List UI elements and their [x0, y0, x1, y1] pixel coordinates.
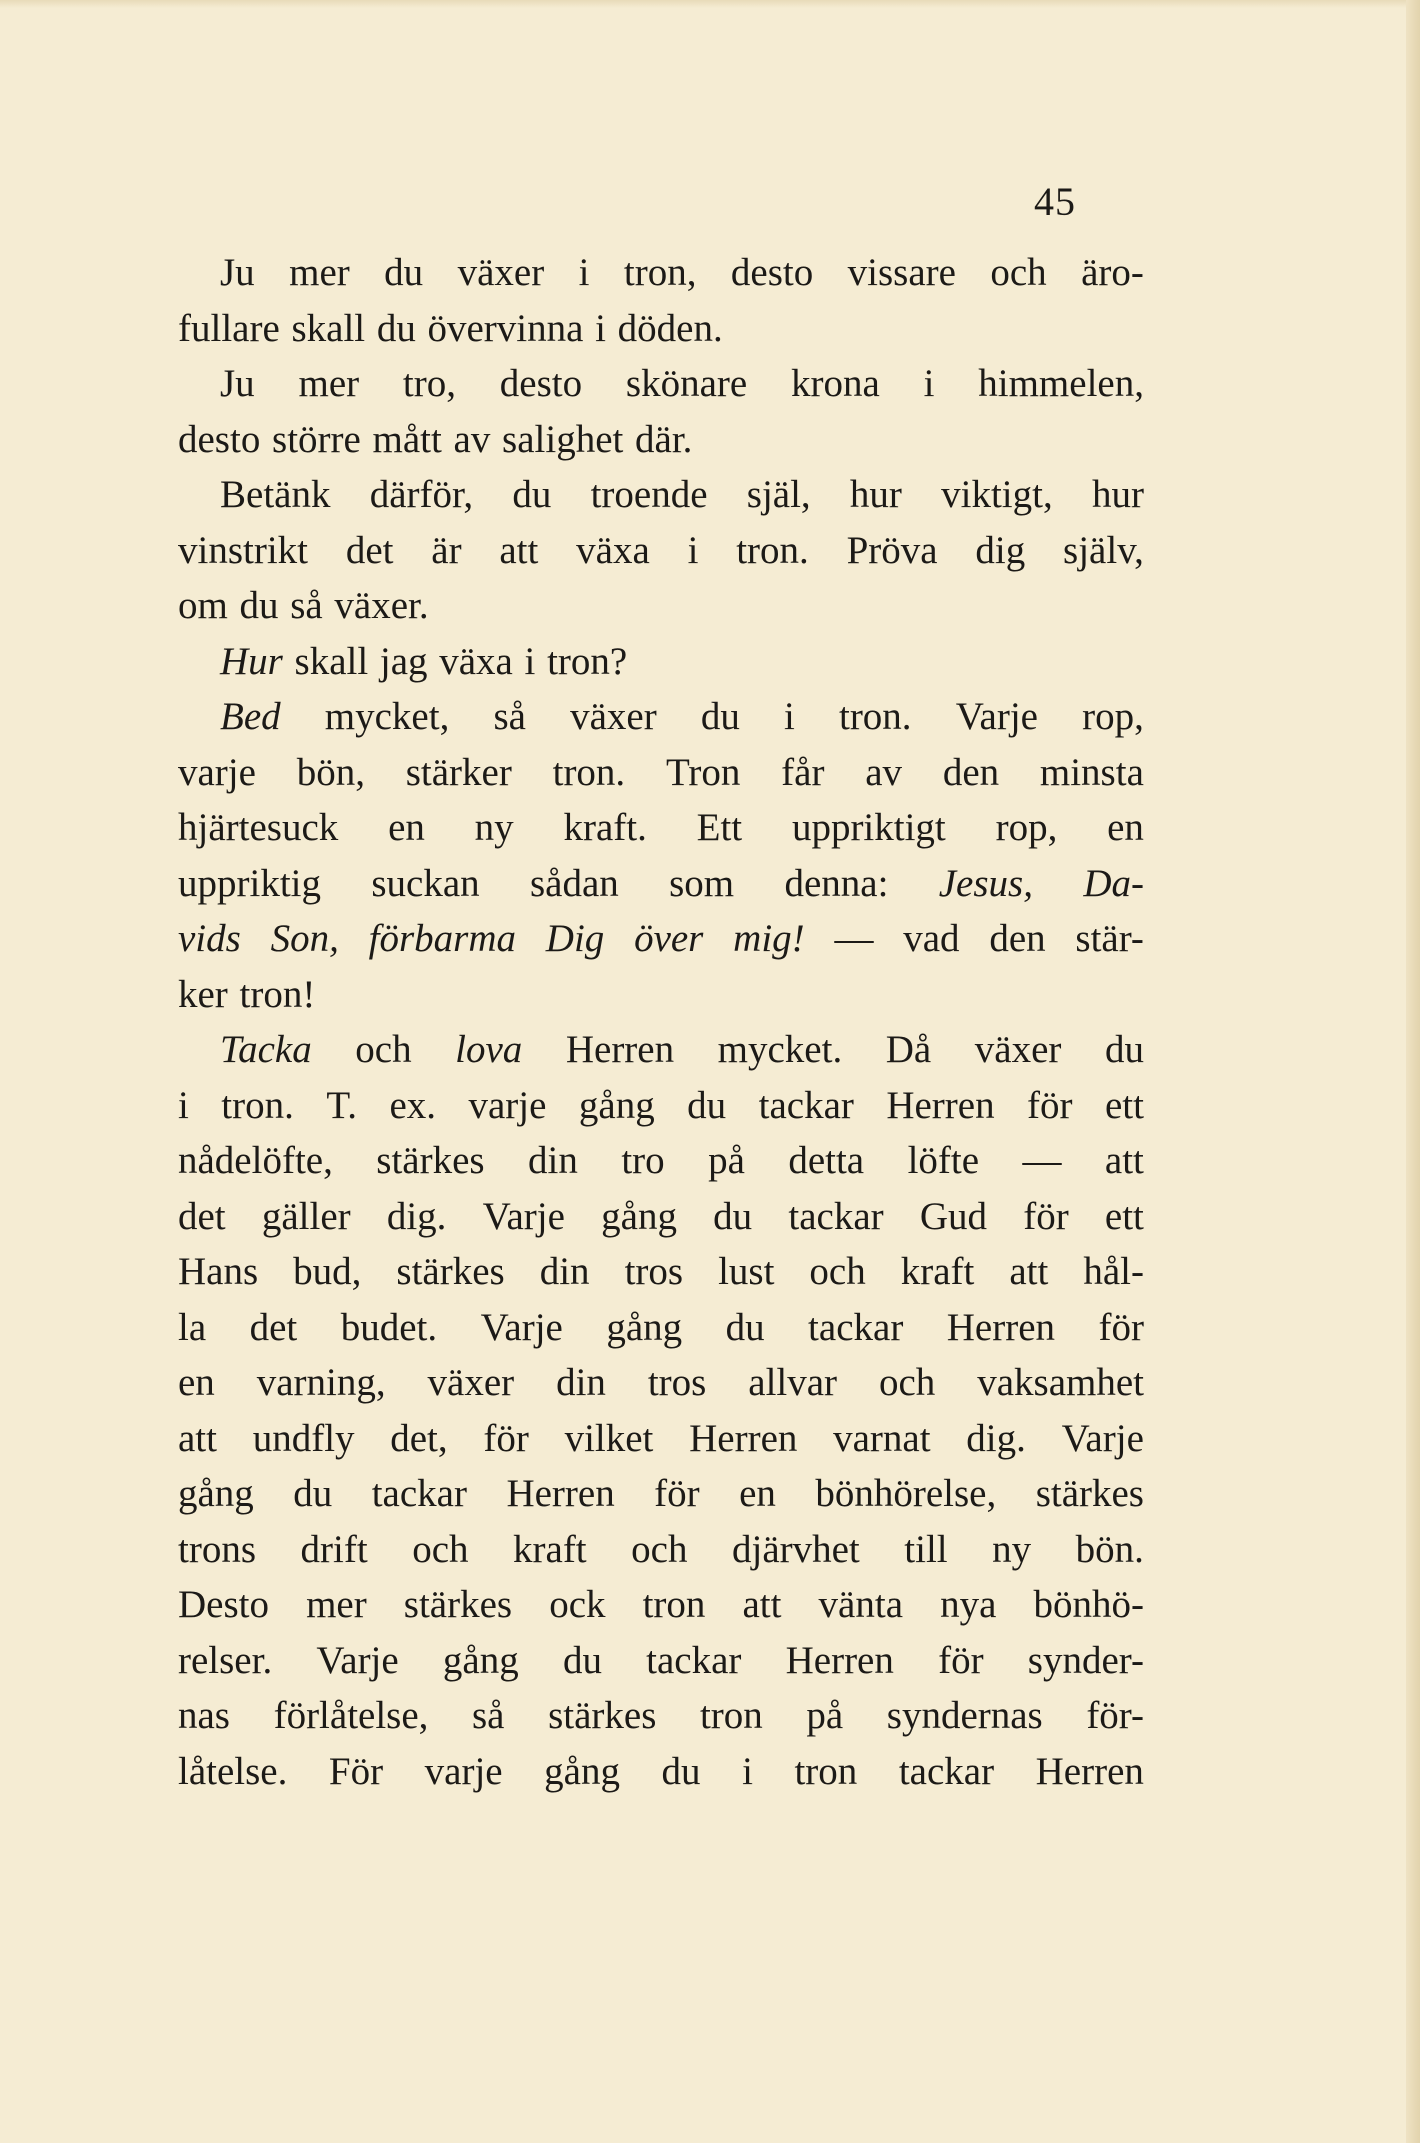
word: krona: [791, 362, 880, 405]
word: Varje: [480, 1305, 563, 1349]
word: skönare: [625, 362, 748, 405]
word: är: [431, 528, 462, 572]
word: Desto: [178, 1583, 269, 1626]
word: får: [781, 750, 825, 794]
word: nya: [940, 1583, 997, 1626]
word: minsta: [1039, 750, 1144, 794]
word: stärker: [405, 750, 512, 794]
word: vänta: [818, 1583, 904, 1626]
word: Varje: [482, 1194, 565, 1238]
word: fullare: [178, 306, 280, 350]
word: i: [784, 695, 795, 738]
word: mer: [289, 251, 350, 294]
word: så: [493, 695, 526, 738]
word: ny: [992, 1527, 1032, 1571]
word: denna:: [784, 861, 889, 905]
word: tackar: [758, 1083, 854, 1127]
word: löfte: [907, 1139, 980, 1182]
word: i: [578, 251, 590, 294]
word: en: [739, 1472, 776, 1515]
word: och: [631, 1527, 688, 1571]
text-line: [178, 250, 1144, 306]
italic-word: Bed: [220, 695, 281, 738]
word: vilket: [564, 1416, 654, 1460]
italic-word: Tacka: [220, 1028, 312, 1071]
word: tron!: [239, 972, 316, 1016]
word: salighet: [502, 417, 624, 461]
word: Ju: [220, 362, 255, 405]
word: Herren: [506, 1472, 615, 1515]
word: växer: [457, 251, 545, 294]
word: viktigt,: [941, 473, 1053, 516]
italic-word: förbarma: [368, 917, 516, 960]
word: du: [293, 1472, 333, 1515]
word: äro-: [1081, 251, 1144, 294]
word: det,: [390, 1416, 448, 1460]
word: tron.: [552, 750, 626, 794]
word: för: [1027, 1083, 1073, 1127]
word: trons: [178, 1527, 256, 1571]
word: rop,: [1082, 695, 1144, 738]
word: döden.: [617, 306, 723, 350]
word: och: [878, 1361, 936, 1404]
word: gång: [606, 1305, 683, 1349]
word: din: [528, 1139, 578, 1182]
text-line: [178, 528, 1144, 584]
text-line: [178, 472, 1144, 528]
word: desto: [178, 417, 261, 461]
word: Hans: [178, 1250, 259, 1293]
word: synder-: [1027, 1638, 1144, 1682]
text-line: [178, 639, 1144, 695]
word: för: [483, 1416, 529, 1460]
word: mer: [306, 1583, 367, 1626]
italic-word: mig!: [733, 917, 805, 960]
word: du: [384, 251, 424, 294]
word: själv,: [1063, 528, 1144, 572]
word: varnat: [833, 1416, 931, 1460]
text-line: [178, 1693, 1144, 1749]
word: hur: [1091, 473, 1144, 516]
word: gång: [544, 1749, 620, 1793]
word: tros: [624, 1250, 684, 1293]
text-line: [178, 1249, 1144, 1305]
body-text: [178, 250, 1144, 1804]
word: gång: [601, 1194, 677, 1238]
word: du: [725, 1305, 765, 1349]
word: större: [272, 417, 361, 461]
word: en: [1107, 806, 1144, 849]
word: om: [178, 584, 228, 627]
word: djärvhet: [731, 1527, 860, 1571]
text-line: [178, 916, 1144, 972]
word: Tron: [665, 750, 741, 794]
word: du: [687, 1083, 727, 1127]
word: undfly: [252, 1416, 355, 1460]
word: varje: [178, 750, 256, 794]
word: varning,: [256, 1361, 386, 1404]
word: tron?: [547, 639, 628, 683]
word: det: [345, 528, 394, 572]
word: och: [412, 1527, 469, 1571]
word: Herren: [565, 1028, 675, 1071]
word: gång: [178, 1472, 254, 1515]
word: För: [328, 1749, 384, 1793]
word: kraft.: [563, 806, 647, 849]
word: tron.: [221, 1083, 294, 1127]
word: du: [376, 306, 416, 350]
word: rop,: [995, 806, 1058, 849]
text-line: [178, 861, 1144, 917]
word: stärkes: [396, 1250, 505, 1293]
word: växa: [439, 639, 513, 683]
word: bön.: [1075, 1527, 1144, 1571]
word: hål-: [1083, 1250, 1144, 1293]
word: stärkes: [403, 1583, 513, 1626]
word: tron: [642, 1583, 706, 1626]
word: du: [512, 473, 552, 516]
word: gång: [578, 1083, 655, 1127]
word: lust: [718, 1250, 775, 1293]
word: nådelöfte,: [178, 1139, 333, 1182]
text-line: [178, 1749, 1144, 1805]
word: tron,: [623, 251, 697, 294]
text-line: [178, 1527, 1144, 1583]
word: den: [989, 917, 1046, 960]
word: bönhö-: [1033, 1583, 1144, 1626]
word: varje: [424, 1749, 503, 1793]
word: vad: [903, 917, 960, 960]
word: där.: [635, 417, 693, 461]
word: Ju: [220, 251, 255, 294]
text-line: [178, 972, 1144, 1028]
word: och: [990, 251, 1047, 294]
text-line: [178, 1027, 1144, 1083]
word: detta: [788, 1139, 865, 1182]
word: dig.: [386, 1194, 447, 1238]
word: att: [742, 1583, 782, 1626]
word: tro: [621, 1139, 665, 1182]
word: för: [1098, 1305, 1144, 1349]
word: relser.: [178, 1638, 273, 1682]
text-line: [178, 1471, 1144, 1527]
word: själ,: [746, 473, 811, 516]
word: skall: [291, 306, 366, 350]
word: tackar: [371, 1472, 467, 1515]
word: stärkes: [1035, 1472, 1144, 1515]
word: bön,: [296, 750, 365, 794]
word: och: [809, 1250, 866, 1293]
word: för-: [1086, 1694, 1144, 1737]
word: en: [388, 806, 425, 849]
word: i: [923, 362, 935, 405]
word: ett: [1104, 1083, 1144, 1127]
word: jag: [379, 639, 428, 683]
word: i: [595, 306, 606, 350]
word: bud,: [293, 1250, 362, 1293]
word: mycket,: [324, 695, 450, 738]
word: la: [178, 1305, 207, 1349]
word: förlåtelse,: [273, 1694, 429, 1737]
text-line: [178, 1083, 1144, 1139]
word: Herren: [946, 1305, 1056, 1349]
word: vinstrikt: [178, 528, 309, 572]
word: stärkes: [376, 1139, 485, 1182]
italic-word: Son,: [270, 917, 339, 960]
word: uppriktigt: [791, 806, 946, 849]
word: därför,: [369, 473, 474, 516]
italic-word: Jesus,: [938, 861, 1033, 905]
text-line: [178, 1305, 1144, 1361]
text-line: [178, 1360, 1144, 1416]
page-top-edge: [0, 0, 1420, 8]
word: på: [806, 1694, 844, 1737]
word: ny: [474, 806, 514, 849]
word: tackar: [646, 1638, 742, 1682]
word: uppriktig: [178, 861, 321, 905]
word: kraft: [513, 1527, 587, 1571]
word: himmelen,: [978, 362, 1144, 405]
word: Varje: [316, 1638, 399, 1682]
word: vaksamhet: [977, 1361, 1144, 1404]
word: nas: [178, 1694, 230, 1737]
word: Varje: [955, 695, 1038, 738]
word: den: [942, 750, 1000, 794]
page-number: 45: [1034, 179, 1076, 224]
word: bönhörelse,: [815, 1472, 997, 1515]
italic-word: Da-: [1083, 861, 1144, 905]
word: dig: [975, 528, 1026, 572]
italic-word: vids: [178, 917, 241, 960]
word: och: [355, 1028, 412, 1071]
word: så: [472, 1694, 505, 1737]
text-line: [178, 1582, 1144, 1638]
word: varje: [468, 1083, 547, 1127]
text-line: [178, 694, 1144, 750]
word: Herren: [785, 1638, 894, 1682]
word: på: [708, 1139, 745, 1182]
word: —: [834, 917, 874, 960]
word: du: [713, 1194, 753, 1238]
word: Varje: [1061, 1416, 1144, 1460]
word: växer.: [334, 584, 429, 627]
word: din: [556, 1361, 606, 1404]
word: din: [539, 1250, 590, 1293]
word: gäller: [261, 1194, 351, 1238]
word: växer: [570, 695, 657, 738]
word: kraft: [900, 1250, 975, 1293]
text-line: [178, 417, 1144, 473]
word: till: [904, 1527, 948, 1571]
word: budet.: [340, 1305, 438, 1349]
word: mer: [298, 362, 360, 405]
word: Då: [885, 1028, 932, 1071]
word: tros: [647, 1361, 707, 1404]
word: i: [178, 1083, 189, 1127]
word: troende: [590, 473, 708, 516]
italic-word: Hur: [220, 639, 283, 683]
word: så: [290, 584, 323, 627]
word: Herren: [689, 1416, 798, 1460]
word: mycket.: [717, 1028, 843, 1071]
word: Herren: [886, 1083, 995, 1127]
word: ker: [178, 972, 228, 1016]
word: stär-: [1075, 917, 1144, 960]
word: av: [865, 750, 903, 794]
italic-word: Dig: [545, 917, 605, 960]
word: vissare: [847, 251, 956, 294]
text-line: [178, 805, 1144, 861]
word: du: [661, 1749, 701, 1793]
word: tro,: [402, 362, 456, 405]
word: Gud: [919, 1194, 987, 1238]
word: tron: [794, 1749, 858, 1793]
word: tron.: [838, 695, 912, 738]
word: ock: [549, 1583, 606, 1626]
word: tackar: [808, 1305, 904, 1349]
word: Pröva: [846, 528, 938, 572]
word: för: [654, 1472, 700, 1515]
word: T.: [326, 1083, 358, 1127]
word: stärkes: [548, 1694, 657, 1737]
word: desto: [730, 251, 814, 294]
text-line: [178, 1638, 1144, 1694]
word: som: [669, 861, 735, 905]
word: hur: [849, 473, 902, 516]
word: allvar: [748, 1361, 838, 1404]
word: växer: [974, 1028, 1062, 1071]
word: dig.: [966, 1416, 1026, 1460]
word: för: [938, 1638, 984, 1682]
word: du: [239, 584, 279, 627]
word: Herren: [1035, 1749, 1144, 1793]
word: tackar: [788, 1194, 884, 1238]
word: växa: [576, 528, 650, 572]
word: ett: [1104, 1194, 1144, 1238]
word: att: [1009, 1250, 1049, 1293]
word: Ett: [696, 806, 743, 849]
word: du: [1104, 1028, 1144, 1071]
word: gång: [442, 1638, 519, 1682]
text-line: [178, 361, 1144, 417]
word: ex.: [389, 1083, 437, 1127]
word: Betänk: [220, 473, 331, 516]
word: tackar: [898, 1749, 995, 1793]
text-line: [178, 1194, 1144, 1250]
word: det: [178, 1194, 226, 1238]
word: att: [499, 528, 539, 572]
italic-word: över: [634, 917, 704, 960]
text-line: [178, 1416, 1144, 1472]
word: växer: [427, 1361, 515, 1404]
word: att: [178, 1416, 217, 1460]
word: tron: [699, 1694, 763, 1737]
word: suckan: [371, 861, 480, 905]
word: drift: [300, 1527, 368, 1571]
word: i: [742, 1749, 753, 1793]
page-right-edge: [1406, 0, 1420, 2143]
word: hjärtesuck: [178, 806, 339, 849]
word: skall: [294, 639, 369, 683]
text-line: [178, 583, 1144, 639]
text-line: [178, 750, 1144, 806]
word: du: [700, 695, 740, 738]
word: desto: [499, 362, 583, 405]
text-line: [178, 1138, 1144, 1194]
word: för: [1023, 1194, 1069, 1238]
word: i: [524, 639, 536, 683]
word: sådan: [529, 861, 619, 905]
word: syndernas: [886, 1694, 1043, 1737]
word: i: [687, 528, 699, 572]
word: låtelse.: [178, 1749, 288, 1793]
text-line: [178, 306, 1144, 362]
word: du: [562, 1638, 602, 1682]
word: av: [453, 417, 491, 461]
word: det: [249, 1305, 298, 1349]
word: en: [178, 1361, 215, 1404]
word: övervinna: [427, 306, 584, 350]
word: att: [1104, 1139, 1144, 1182]
word: mått: [372, 417, 442, 461]
word: —: [1022, 1139, 1062, 1182]
word: tron.: [736, 528, 809, 572]
italic-word: lova: [455, 1028, 523, 1071]
